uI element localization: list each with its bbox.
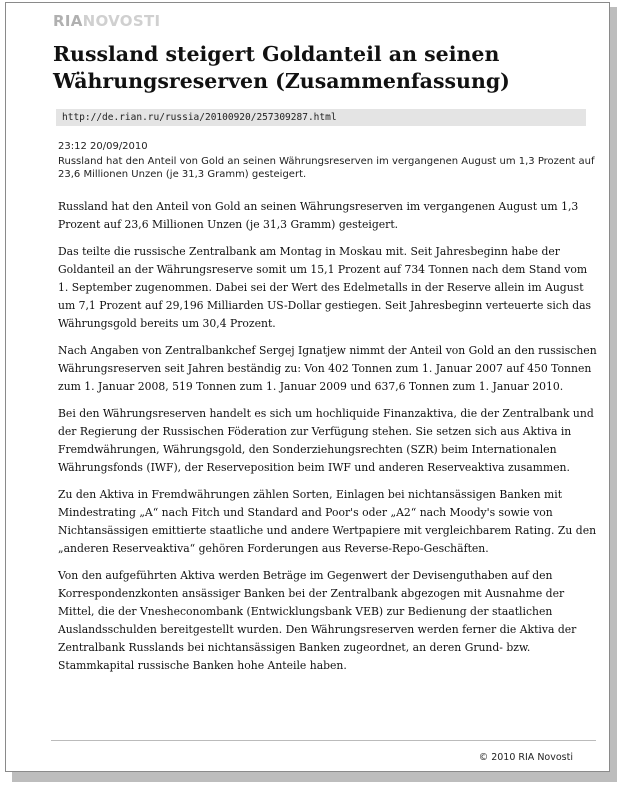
footer-divider [51, 740, 596, 741]
article-paragraph: Von den aufgeführten Aktiva werden Beträge im Gegenwert der Devisenguthaben auf den Korrespondenzkonten ansässiger Banken bei der Zentralbank abgezogen mit Ausnahme der Mittel, die der Vnesheconombank (Entwicklungsbank VEB) zur Bedienung der staatlichen Auslandsschulden bereitgestellt wurden. Den Währungsreserven werden ferner die Aktiva der Zentralbank Russlands bei nichtansässigen Banken zugeordnet, an deren Grund- bzw. Stammkapital russische Banken hohe Anteile haben. [58, 569, 577, 672]
logo-part-ria: RIA [53, 12, 83, 30]
article-body [58, 198, 598, 684]
article-paragraph: Zu den Aktiva in Fremdwährungen zählen Sorten, Einlagen bei nichtansässigen Banken mit Mindestrating „A“ nach Fitch und Standard and Poor's oder „A2“ nach Moody's sowie von Nichtansässigen emittierte staatliche und andere Wertpapiere mit vergleichbarem Rating. Zu den „anderen Reserveaktiva“ gehören Forderungen aus Reverse-Repo-Geschäften. [58, 488, 597, 555]
article-url[interactable]: http://de.rian.ru/russia/20100920/257309287.html [56, 109, 586, 126]
article-paragraph: Russland hat den Anteil von Gold an seinen Währungsreserven im vergangenen August um 1,3 Prozent auf 23,6 Millionen Unzen (je 31,3 Gramm) gesteigert. [58, 200, 579, 231]
copyright-notice: © 2010 RIA Novosti [478, 752, 573, 763]
article-dateline: 23:12 20/09/2010 [58, 141, 148, 152]
article-headline: Russland steigert Goldanteil an seinen Währungsreserven (Zusammenfassung) [53, 42, 510, 93]
article-lead: Russland hat den Anteil von Gold an seinen Währungsreserven im vergangenen August um 1,3 Prozent auf 23,6 Millionen Unzen (je 31,3 Gramm) gesteigert. [58, 156, 595, 180]
article-paragraph: Das teilte die russische Zentralbank am Montag in Moskau mit. Seit Jahresbeginn habe der Goldanteil an der Währungsreserve somit um 15,1 Prozent auf 734 Tonnen nach dem Stand vom 1. September zugenommen. Dabei sei der Wert des Edelmetalls in der Reserve allein im August um 7,1 Prozent auf 29,196 Milliarden US-Dollar gestiegen. Seit Jahresbeginn verteuerte sich das Währungsgold bereits um 30,4 Prozent. [58, 245, 592, 330]
article-paragraph: Bei den Währungsreserven handelt es sich um hochliquide Finanzaktiva, die der Zentralbank und der Regierung der Russischen Föderation zur Verfügung stehen. Sie setzen sich aus Aktiva in Fremdwährungen, Währungsgold, den Sonderziehungsrechten (SZR) beim Internationalen Währungsfonds (IWF), der Reserveposition beim IWF und anderen Reserveaktiva zusammen. [58, 407, 594, 474]
article-page [5, 2, 610, 772]
article-paragraph: Nach Angaben von Zentralbankchef Sergej Ignatjew nimmt der Anteil von Gold an den russischen Währungsreserven seit Jahren beständig zu: Von 402 Tonnen zum 1. Januar 2007 auf 450 Tonnen zum 1. Januar 2008, 519 Tonnen zum 1. Januar 2009 und 637,6 Tonnen zum 1. Januar 2010. [58, 344, 597, 393]
logo-part-novosti: NOVOSTI [82, 12, 161, 30]
ria-novosti-logo[interactable] [53, 12, 160, 32]
